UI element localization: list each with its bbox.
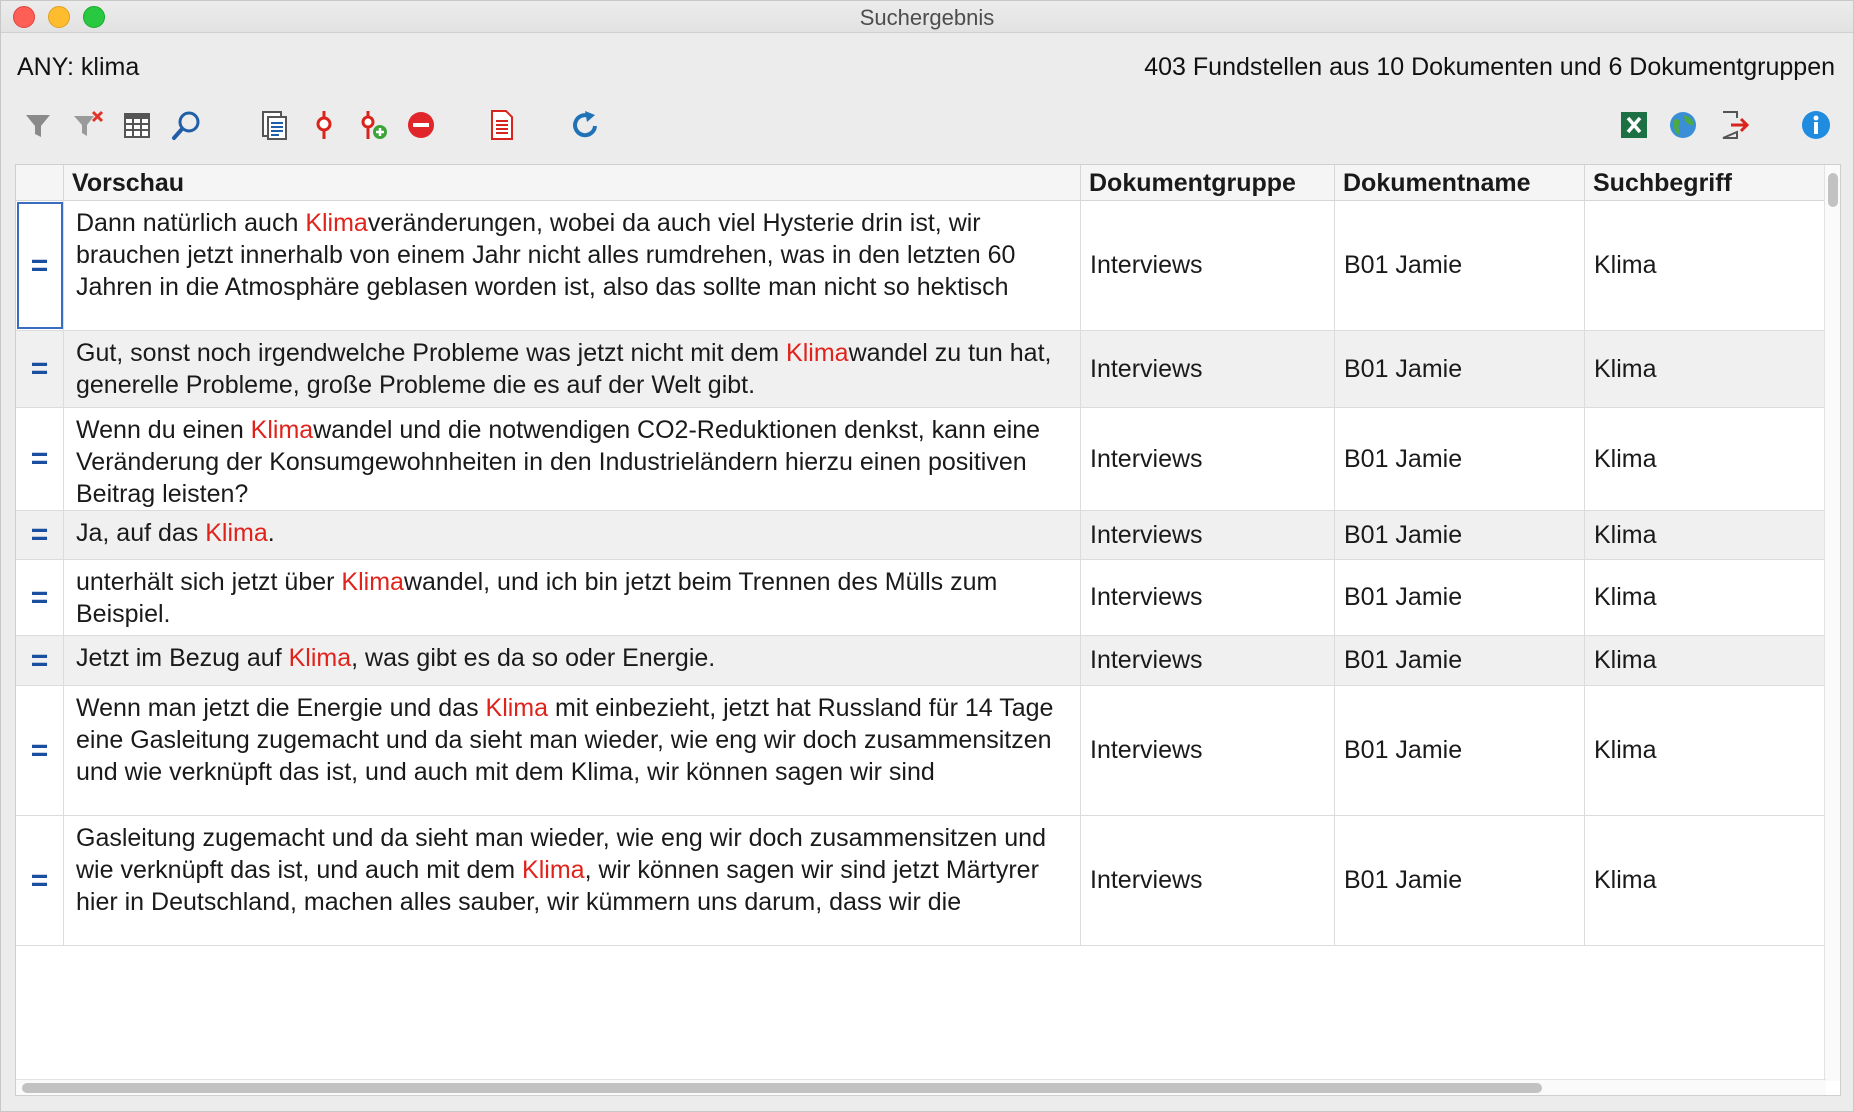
web-export-button[interactable]	[1663, 105, 1703, 145]
table-row[interactable]	[16, 560, 1826, 636]
document-group-cell[interactable]: Interviews	[1081, 560, 1335, 635]
preview-cell[interactable]	[64, 686, 1081, 815]
equals-icon: =	[30, 442, 49, 475]
preview-text: , wir können sagen wir sind jetzt Märtyrer hier in Deutschland, machen alles sauber, wir kümmern uns darum, dass wir die	[76, 856, 1039, 916]
search-term-cell[interactable]: Klima	[1594, 251, 1657, 279]
preview-text: wandel zu tun hat, generelle Probleme, große Probleme die es auf der Welt gibt.	[76, 339, 1052, 399]
header-marker[interactable]	[16, 165, 64, 201]
preview-cell[interactable]	[64, 636, 1081, 685]
search-button[interactable]	[167, 105, 207, 145]
vertical-scroll-thumb[interactable]	[1828, 173, 1838, 207]
row-marker[interactable]	[16, 511, 64, 559]
export-icon	[1717, 108, 1751, 142]
document-name-cell[interactable]: B01 Jamie	[1335, 201, 1585, 330]
add-code-icon	[356, 108, 390, 142]
document-preview-button[interactable]	[254, 105, 294, 145]
table-row[interactable]	[16, 331, 1826, 408]
set-code-button[interactable]	[304, 105, 344, 145]
web-export-icon	[1666, 108, 1700, 142]
excel-export-icon	[1617, 108, 1651, 142]
match-highlight: Klima	[341, 568, 404, 596]
document-group-cell[interactable]: Interviews	[1081, 511, 1335, 559]
document-name-cell[interactable]: B01 Jamie	[1335, 816, 1585, 945]
preview-text: Wenn man jetzt die Energie und das	[76, 694, 486, 722]
search-term-cell[interactable]: Klima	[1594, 736, 1657, 764]
preview-text: veränderungen, wobei da auch viel Hysterie drin ist, wir brauchen jetzt innerhalb von einem Jahr nicht alles rumdrehen, was in den letzten 60 Jahren in die Atmosphäre geblasen worden ist, also das sollte man nicht so hektisch	[76, 209, 1016, 301]
equals-icon: =	[30, 248, 49, 282]
result-summary: 403 Fundstellen aus 10 Dokumenten und 6 Dokumentgruppen	[1144, 53, 1835, 81]
row-marker[interactable]	[16, 408, 64, 510]
match-highlight: Klima	[305, 209, 368, 237]
table-row[interactable]	[16, 408, 1826, 511]
document-name-cell[interactable]: B01 Jamie	[1335, 560, 1585, 635]
vertical-scrollbar[interactable]	[1824, 165, 1840, 1081]
results-table	[15, 164, 1841, 1096]
table-row[interactable]	[16, 511, 1826, 560]
table-header	[16, 165, 1841, 201]
search-term-cell[interactable]: Klima	[1594, 583, 1657, 611]
document-name-cell[interactable]: B01 Jamie	[1335, 331, 1585, 407]
filter-icon	[21, 108, 55, 142]
set-code-icon	[307, 108, 341, 142]
export-report-icon	[485, 108, 519, 142]
header-document-name[interactable]: Dokumentname	[1335, 165, 1585, 201]
match-highlight: Klima	[250, 416, 314, 444]
table-row[interactable]	[16, 636, 1826, 686]
document-name-cell[interactable]: B01 Jamie	[1335, 686, 1585, 815]
toolbar	[1, 105, 1853, 155]
document-name-cell[interactable]: B01 Jamie	[1335, 636, 1585, 685]
search-term-cell[interactable]: Klima	[1594, 646, 1657, 674]
document-group-cell[interactable]: Interviews	[1081, 331, 1335, 407]
preview-text: Wenn du einen	[76, 416, 251, 444]
search-term-cell[interactable]: Klima	[1594, 866, 1657, 894]
document-name-cell[interactable]: B01 Jamie	[1335, 511, 1585, 559]
title-bar	[1, 1, 1853, 33]
preview-text: wandel und die notwendigen CO2-Reduktionen denkst, kann eine Veränderung der Konsumgewohnheiten in den Industrieländern hierzu einen positiven Beitrag leisten?	[76, 416, 1041, 508]
preview-cell[interactable]	[64, 560, 1081, 635]
preview-text: Ja, auf das	[76, 519, 206, 547]
header-document-group[interactable]: Dokumentgruppe	[1081, 165, 1335, 201]
column-settings-icon	[120, 108, 154, 142]
document-group-cell[interactable]: Interviews	[1081, 636, 1335, 685]
excel-export-button[interactable]	[1614, 105, 1654, 145]
preview-text: Gasleitung zugemacht und da sieht man wieder, wie eng wir doch zusammensitzen und wie verknüpft das ist, und auch mit dem	[76, 824, 1046, 884]
add-code-button[interactable]	[353, 105, 393, 145]
horizontal-scrollbar[interactable]	[16, 1079, 1826, 1095]
table-row[interactable]	[16, 201, 1826, 331]
delete-icon	[404, 108, 438, 142]
search-query: ANY: klima	[17, 53, 140, 81]
table-row[interactable]	[16, 816, 1826, 946]
header-search-term[interactable]: Suchbegriff	[1593, 169, 1732, 197]
match-highlight: Klima	[288, 644, 352, 672]
document-preview-icon	[257, 108, 291, 142]
refresh-button[interactable]	[565, 105, 605, 145]
delete-button[interactable]	[401, 105, 441, 145]
search-icon	[170, 108, 204, 142]
match-highlight: Klima	[485, 694, 549, 722]
document-name-cell[interactable]: B01 Jamie	[1335, 408, 1585, 510]
preview-text: mit einbezieht, jetzt hat Russland für 14 Tage eine Gasleitung zugemacht und da sieht man wieder, wie eng wir doch zusammensitzen und wie verknüpft das ist, und auch mit dem Klima, wir können sagen wir sind	[76, 694, 1054, 786]
row-marker[interactable]	[16, 201, 64, 330]
export-button[interactable]	[1714, 105, 1754, 145]
search-term-cell[interactable]: Klima	[1594, 354, 1657, 383]
equals-icon: =	[30, 863, 49, 897]
column-settings-button[interactable]	[117, 105, 157, 145]
match-highlight: Klima	[205, 519, 268, 547]
equals-icon: =	[30, 352, 49, 385]
document-group-cell[interactable]: Interviews	[1081, 201, 1335, 330]
preview-text: unterhält sich jetzt über	[76, 568, 342, 596]
preview-cell[interactable]	[64, 816, 1081, 945]
preview-text: Dann natürlich auch	[76, 209, 306, 237]
document-group-cell[interactable]: Interviews	[1081, 408, 1335, 510]
preview-text: .	[267, 519, 275, 547]
horizontal-scroll-thumb[interactable]	[22, 1083, 1542, 1093]
equals-icon: =	[30, 733, 49, 767]
document-group-cell[interactable]: Interviews	[1081, 686, 1335, 815]
preview-cell[interactable]	[64, 511, 1081, 559]
filter-button[interactable]	[18, 105, 58, 145]
remove-filter-button[interactable]	[68, 105, 108, 145]
row-marker[interactable]	[16, 816, 64, 945]
remove-filter-icon	[71, 108, 105, 142]
document-group-cell[interactable]: Interviews	[1081, 816, 1335, 945]
header-preview[interactable]: Vorschau	[64, 165, 1081, 201]
row-marker[interactable]	[16, 331, 64, 407]
preview-cell[interactable]	[64, 408, 1081, 510]
row-marker[interactable]	[16, 560, 64, 635]
export-report-button[interactable]	[482, 105, 522, 145]
match-highlight: Klima	[522, 856, 585, 884]
table-row[interactable]	[16, 686, 1826, 816]
match-highlight: Klima	[786, 339, 849, 367]
preview-text: Gut, sonst noch irgendwelche Probleme was jetzt nicht mit dem	[76, 339, 787, 367]
preview-text: , was gibt es da so oder Energie.	[351, 644, 716, 672]
equals-icon: =	[30, 643, 49, 677]
preview-cell[interactable]	[64, 331, 1081, 407]
equals-icon: =	[30, 580, 49, 614]
info-button[interactable]	[1796, 105, 1836, 145]
info-icon	[1799, 108, 1833, 142]
preview-cell[interactable]	[64, 201, 1081, 330]
search-term-cell[interactable]: Klima	[1594, 444, 1657, 473]
search-term-cell[interactable]: Klima	[1594, 520, 1657, 549]
window-title: Suchergebnis	[859, 5, 995, 30]
equals-icon: =	[30, 518, 49, 551]
preview-text: Jetzt im Bezug auf	[76, 644, 289, 672]
row-marker[interactable]	[16, 686, 64, 815]
row-marker[interactable]	[16, 636, 64, 685]
preview-text: wandel, und ich bin jetzt beim Trennen des Mülls zum Beispiel.	[76, 568, 998, 628]
refresh-icon	[568, 108, 602, 142]
